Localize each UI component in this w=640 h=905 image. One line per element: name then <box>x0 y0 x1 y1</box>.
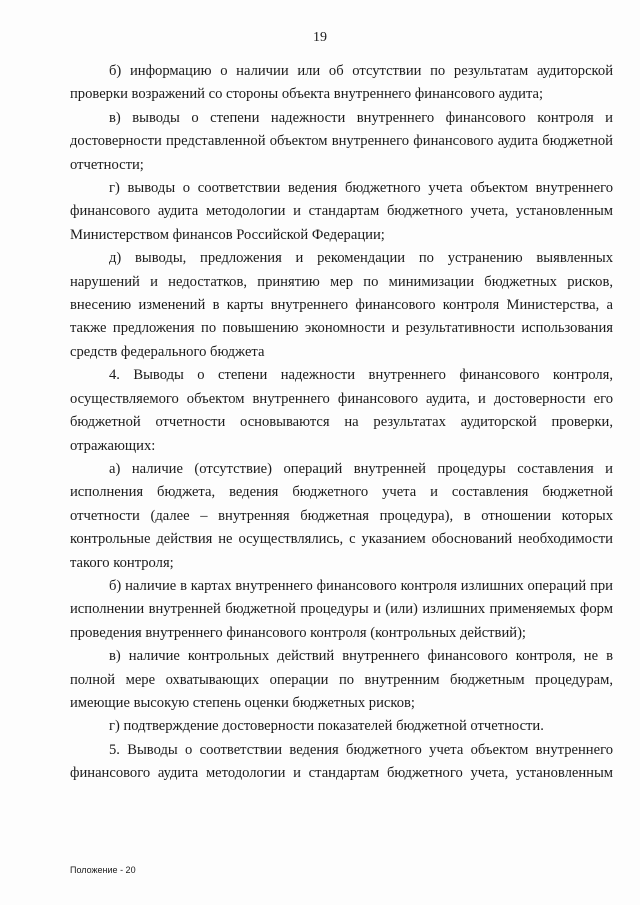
document-body <box>70 60 613 786</box>
paragraph-a-operations: а) наличие (отсутствие) операций внутренней процедуры составления и исполнения бюджета, ведения бюджетного учета и составления бюджетной отчетности (далее – внутренняя бюджетная процедура), в отношении которых контрольные действия не осуществлялись, с указанием обоснований необходимости такого контроля; <box>70 460 613 571</box>
paragraph-g-compliance: г) выводы о соответствии ведения бюджетного учета объектом внутреннего финансового аудита методологии и стандартам бюджетного учета, установленным Министерством финансов Российской Федерации; <box>70 180 613 243</box>
paragraph-4-conclusions: 4. Выводы о степени надежности внутреннего финансового контроля, осуществляемого объектом внутреннего финансового аудита, и достоверности его бюджетной отчетности основываются на результатах аудиторской проверки, отражающих: <box>70 367 613 454</box>
paragraph-b-excess-operations: б) наличие в картах внутреннего финансового контроля излишних операций при исполнении внутренней бюджетной процедуры и (или) излишних применяемых форм проведения внутреннего финансового контроля (контрольных действий); <box>70 577 613 641</box>
page-footer: Положение - 20 <box>70 865 136 875</box>
page-number: 19 <box>313 30 327 45</box>
paragraph-v-control-actions: в) наличие контрольных действий внутреннего финансового контроля, не в полной мере охватывающих операции по внутренним бюджетным процедурам, имеющие высокую степень оценки бюджетных рисков; <box>70 648 613 711</box>
paragraph-b-objections: б) информацию о наличии или об отсутствии по результатам аудиторской проверки возражений со стороны объекта внутреннего финансового аудита; <box>70 63 613 103</box>
paragraph-g-confirmation: г) подтверждение достоверности показателей бюджетной отчетности. <box>109 718 544 735</box>
paragraph-v-reliability: в) выводы о степени надежности внутреннего финансового контроля и достоверности представленной объектом внутреннего финансового аудита бюджетной отчетности; <box>70 109 613 173</box>
paragraph-d-recommendations: д) выводы, предложения и рекомендации по устранению выявленных нарушений и недостатков, принятию мер по минимизации бюджетных рисков, внесению изменений в карты внутреннего финансового контроля Министерства, а также предложения по повышению экономности и результативности использования средств федерального бюджета <box>70 250 613 360</box>
paragraph-5-conclusions: 5. Выводы о соответствии ведения бюджетного учета объектом внутреннего финансового аудита методологии и стандартам бюджетного учета, установленным <box>70 741 613 782</box>
